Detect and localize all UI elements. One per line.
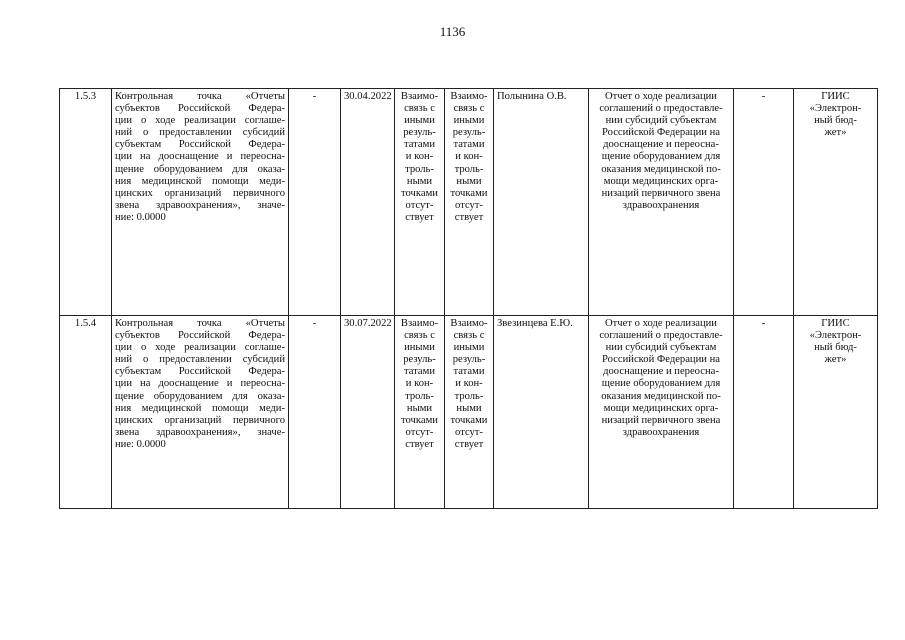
table-row (60, 89, 878, 316)
page-number: 1136 (439, 24, 466, 39)
responsible-cell: Полынина О.В. (494, 89, 589, 316)
row-number: 1.5.4 (60, 316, 112, 509)
dash-cell: - (289, 89, 341, 316)
system-cell: ГИИС «Электрон- ный бюд- жет» (794, 89, 878, 316)
relation-cell: Взаимо- связь с иными резуль- татами и кон- троль- ными точками отсут- ствует (395, 89, 445, 316)
control-points-table (59, 88, 878, 509)
date-cell: 30.04.2022 (341, 89, 395, 316)
dash-cell: - (734, 316, 794, 509)
document-cell: Отчет о ходе реализации соглашений о предоставле- нии субсидий субъектам Российской Федерации на дооснащение и переосна- щение оборудованием для оказания медицинской по- мощи медицинских орга- низаций первичного звена здравоохранения (589, 89, 734, 316)
table-row (60, 316, 878, 509)
control-point-name: Контрольная точка «Отчеты субъектов Российской Федера- ции о ходе реализации соглаше- ний о предоставлении субсидий субъектам Российской Федера- ции на дооснащение и переосна- щение оборудованием для оказа- ния медицинской помощи меди- цинских организаций первичного звена здравоохранения», значе- ние: 0.0000 (112, 316, 289, 509)
row-number: 1.5.3 (60, 89, 112, 316)
relation-cell: Взаимо- связь с иными резуль- татами и кон- троль- ными точками отсут- ствует (395, 316, 445, 509)
dash-cell: - (734, 89, 794, 316)
responsible-cell: Звезинцева Е.Ю. (494, 316, 589, 509)
system-cell: ГИИС «Электрон- ный бюд- жет» (794, 316, 878, 509)
date-cell: 30.07.2022 (341, 316, 395, 509)
relation-cell: Взаимо- связь с иными резуль- татами и кон- троль- ными точками отсут- ствует (445, 316, 494, 509)
relation-cell: Взаимо- связь с иными резуль- татами и кон- троль- ными точками отсут- ствует (445, 89, 494, 316)
control-point-name: Контрольная точка «Отчеты субъектов Российской Федера- ции о ходе реализации соглаше- ний о предоставлении субсидий субъектам Российской Федера- ции на дооснащение и переосна- щение оборудованием для оказа- ния медицинской помощи меди- цинских организаций первичного звена здравоохранения», значе- ние: 0.0000 (112, 89, 289, 316)
document-cell: Отчет о ходе реализации соглашений о предоставле- нии субсидий субъектам Российской Федерации на дооснащение и переосна- щение оборудованием для оказания медицинской по- мощи медицинских орга- низаций первичного звена здравоохранения (589, 316, 734, 509)
dash-cell: - (289, 316, 341, 509)
